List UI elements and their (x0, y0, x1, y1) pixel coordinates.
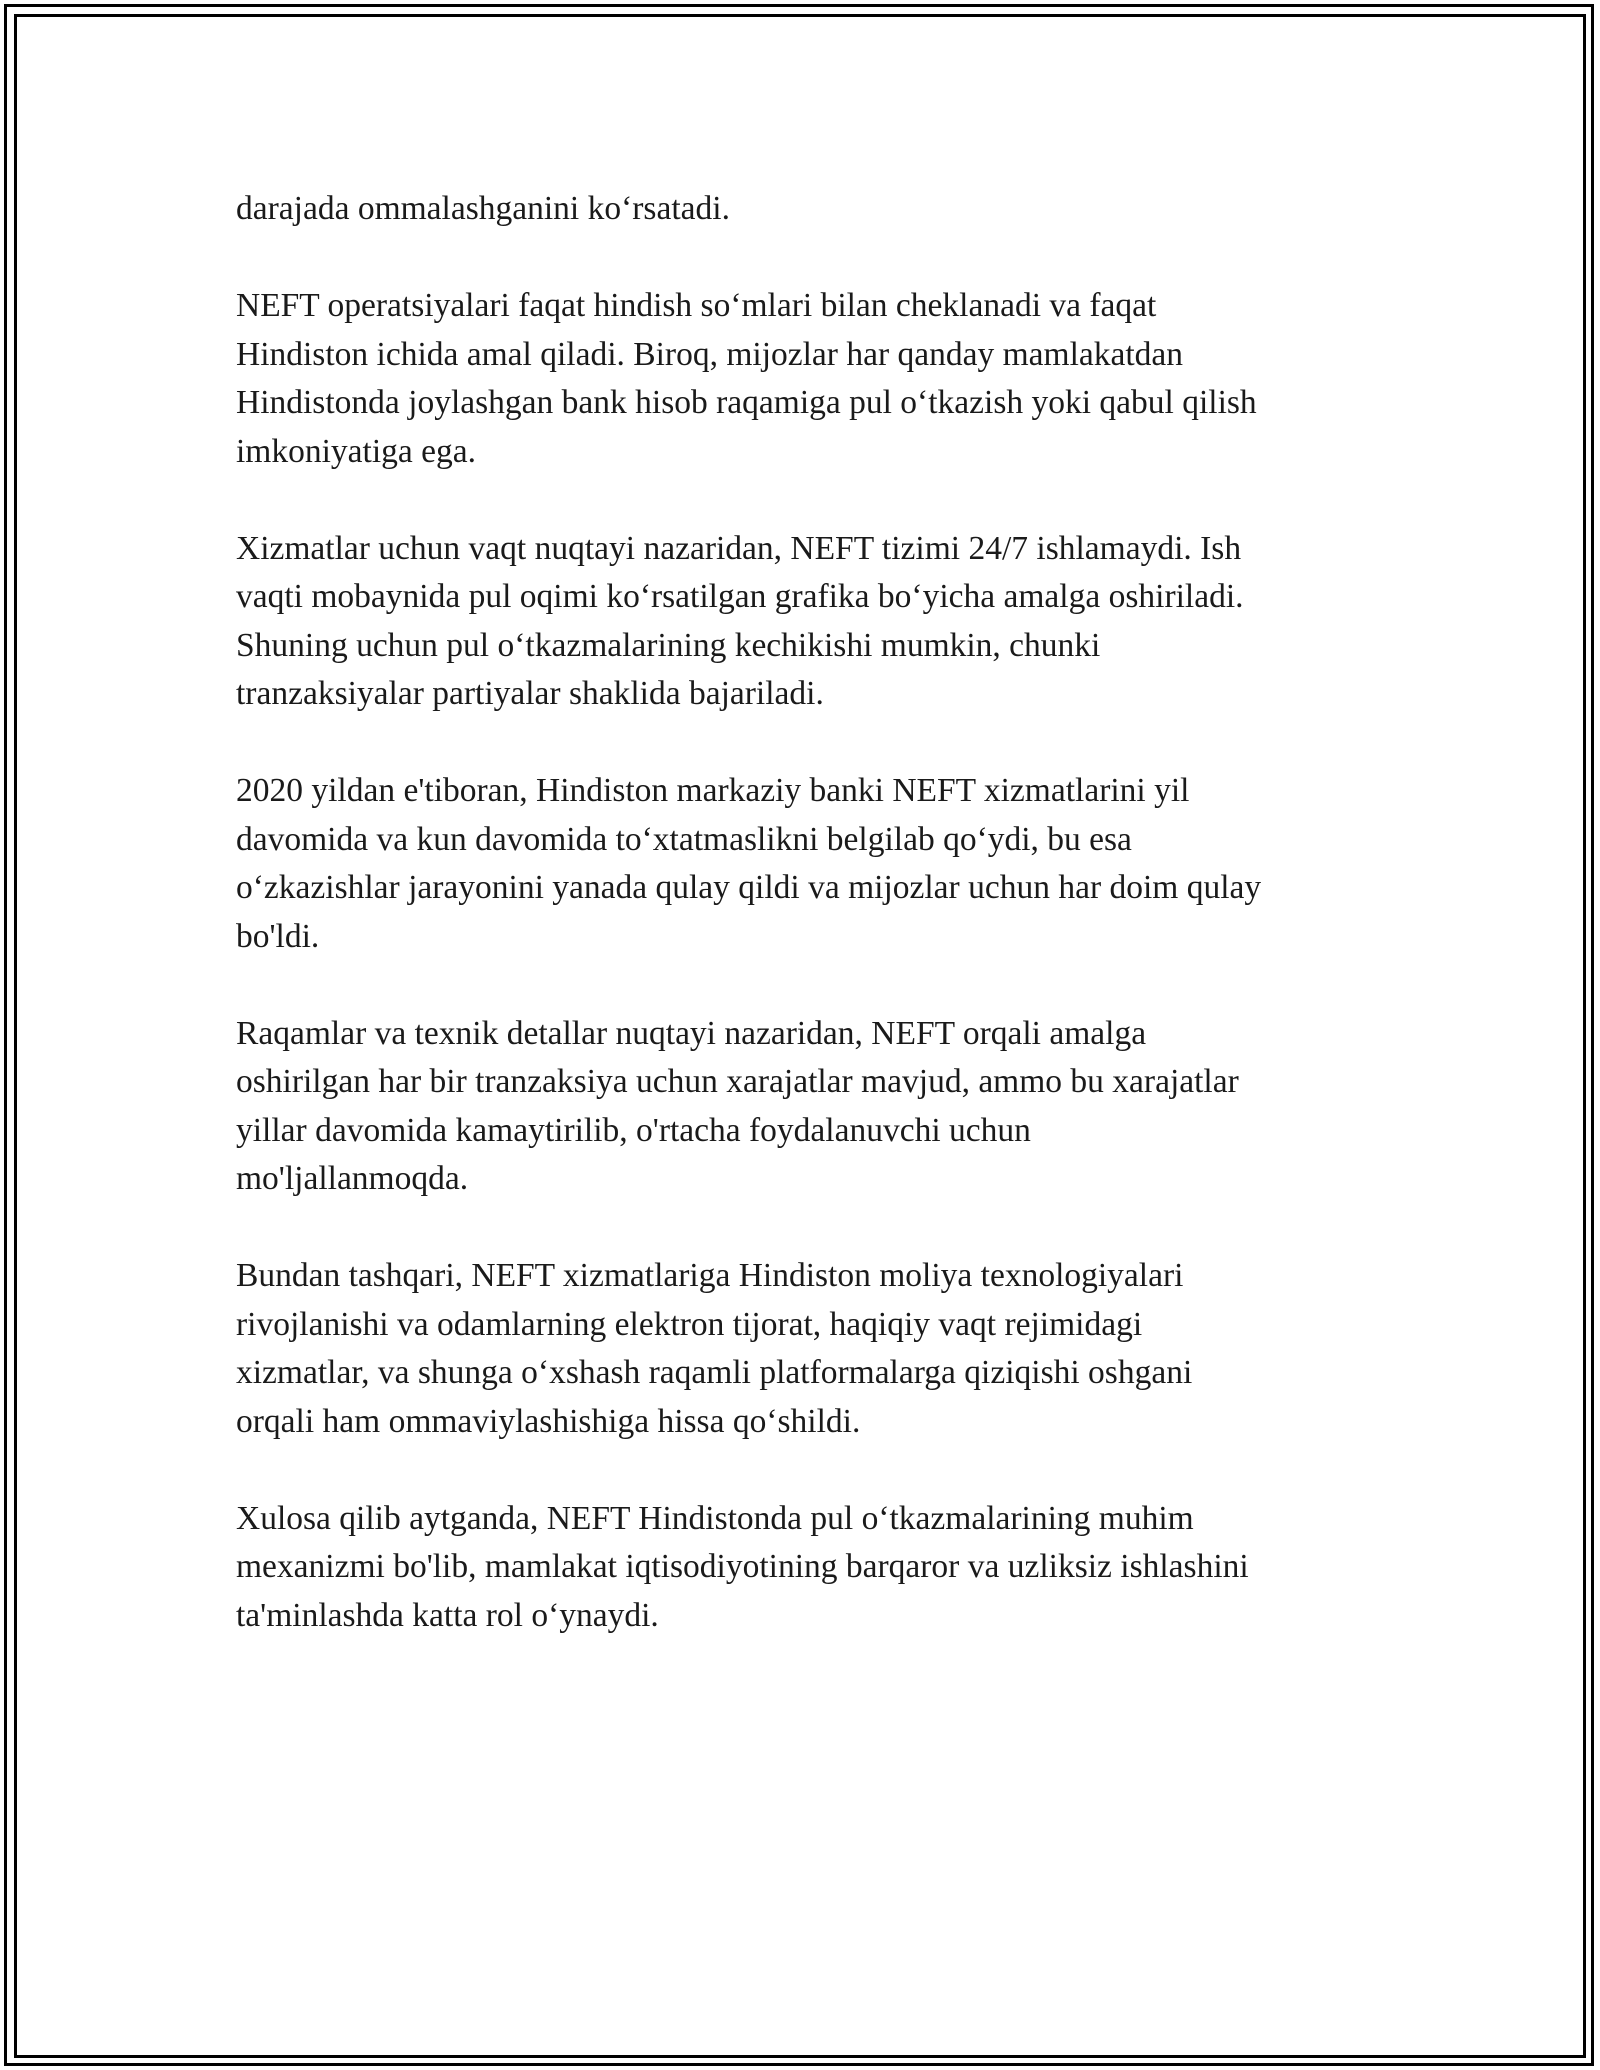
text-line: ta'minlashda katta rol o‘ynaydi. (236, 1596, 659, 1634)
text-line: bo'ldi. (236, 917, 320, 955)
text-line: Shuning uchun pul o‘tkazmalarining kechikishi mumkin, chunki (236, 626, 1101, 664)
text-line: orqali ham ommaviylashishiga hissa qo‘shildi. (236, 1402, 861, 1440)
text-line: tranzaksiyalar partiyalar shaklida bajariladi. (236, 675, 824, 712)
paragraph (236, 1010, 1386, 1204)
text-line: oshirilgan har bir tranzaksiya uchun xarajatlar mavjud, ammo bu xarajatlar (236, 1063, 1239, 1100)
text-line: yillar davomida kamaytirilib, o'rtacha foydalanuvchi uchun (236, 1111, 1031, 1149)
text-line: darajada ommalashganini ko‘rsatadi. (236, 190, 730, 227)
text-line: Hindiston ichida amal qiladi. Biroq, mijozlar har qanday mamlakatdan (236, 335, 1184, 373)
text-line: Xizmatlar uchun vaqt nuqtayi nazaridan, NEFT tizimi 24/7 ishlamaydi. Ish (236, 529, 1242, 567)
paragraph (236, 185, 1386, 234)
paragraph (236, 1495, 1386, 1641)
text-line: NEFT operatsiyalari faqat hindish so‘mlari bilan cheklanadi va faqat (236, 287, 1157, 324)
document-body (236, 185, 1386, 1689)
text-line: davomida va kun davomida to‘xtatmaslikni belgilab qo‘ydi, bu esa (236, 820, 1132, 858)
text-line: rivojlanishi va odamlarning elektron tijorat, haqiqiy vaqt rejimidagi (236, 1305, 1143, 1343)
text-line: Xulosa qilib aytganda, NEFT Hindistonda pul o‘tkazmalarining muhim (236, 1499, 1194, 1537)
text-line: 2020 yildan e'tiboran, Hindiston markaziy banki NEFT xizmatlarini yil (236, 772, 1190, 809)
text-line: Hindistonda joylashgan bank hisob raqamiga pul o‘tkazish yoki qabul qilish (236, 384, 1257, 421)
text-line: mo'ljallanmoqda. (236, 1160, 469, 1197)
paragraph (236, 282, 1386, 476)
text-line: imkoniyatiga ega. (236, 432, 477, 470)
text-line: mexanizmi bo'lib, mamlakat iqtisodiyotining barqaror va uzliksiz ishlashini (236, 1548, 1249, 1585)
paragraph (236, 1252, 1386, 1446)
text-line: vaqti mobaynida pul oqimi ko‘rsatilgan grafika bo‘yicha amalga oshiriladi. (236, 578, 1244, 615)
text-line: o‘zkazishlar jarayonini yanada qulay qildi va mijozlar uchun har doim qulay (236, 869, 1262, 906)
paragraph (236, 525, 1386, 719)
text-line: Bundan tashqari, NEFT xizmatlariga Hindiston moliya texnologiyalari (236, 1257, 1184, 1294)
text-line: Raqamlar va texnik detallar nuqtayi nazaridan, NEFT orqali amalga (236, 1014, 1147, 1052)
paragraph (236, 767, 1386, 961)
text-line: xizmatlar, va shunga o‘xshash raqamli platformalarga qiziqishi oshgani (236, 1354, 1193, 1391)
